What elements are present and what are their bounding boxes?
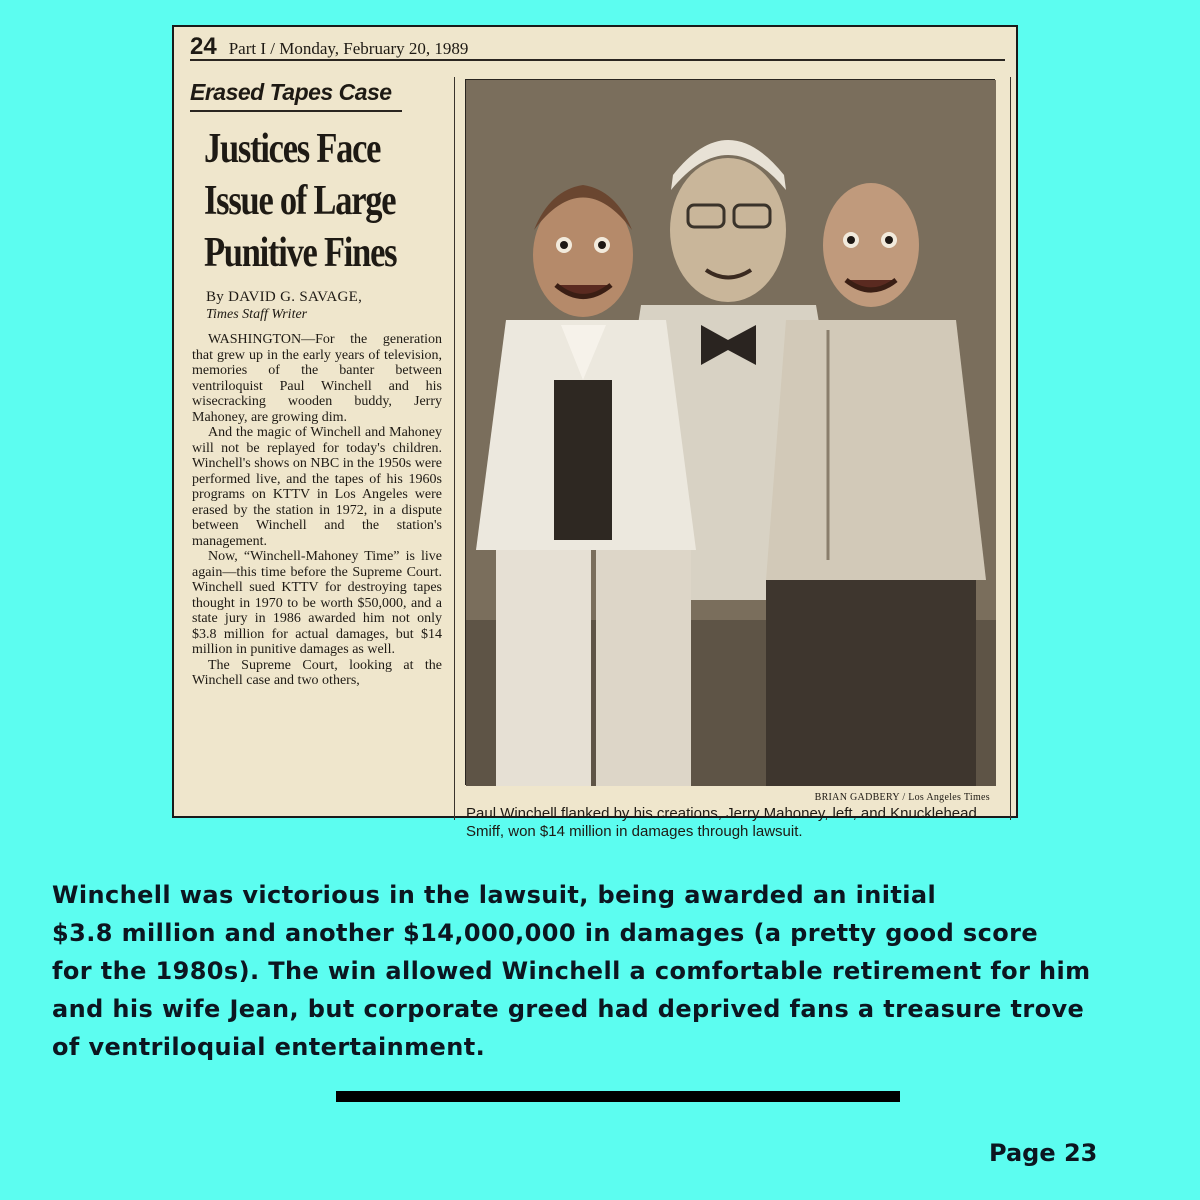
photo-caption: Paul Winchell flanked by his creations, Jerry Mahoney, left, and Knucklehead Smiff, won $14 million in damages through lawsuit. <box>466 805 977 840</box>
headline <box>204 123 419 279</box>
commentary-text <box>52 876 1192 1066</box>
article-body <box>192 332 442 689</box>
photo-illustration <box>466 80 996 786</box>
headline-line: Issue of Large <box>204 178 396 224</box>
dateline: Part I / Monday, February 20, 1989 <box>228 39 469 58</box>
photo-credit: BRIAN GADBERY / Los Angeles Times <box>814 792 990 803</box>
article-paragraph: Now, “Winchell-Mahoney Time” is live again—this time before the Supreme Court. Winchell sued KTTV for destroying tapes thought in 1970 to be worth $50,000, and a state jury in 1986 awarded him not only $3.8 million for actual damages, but $14 million in punitive damages as well. <box>192 549 442 657</box>
commentary-line: and his wife Jean, but corporate greed had deprived fans a treasure trove <box>52 995 1085 1023</box>
newspaper-page-number: 24 <box>190 33 217 60</box>
page-number: Page 23 <box>989 1139 1098 1167</box>
news-photo <box>465 79 995 785</box>
headline-line: Punitive Fines <box>204 230 397 276</box>
byline: By DAVID G. SAVAGE, <box>206 289 363 305</box>
byline-role: Times Staff Writer <box>206 307 308 322</box>
headline-line: Justices Face <box>204 126 381 172</box>
article-paragraph: And the magic of Winchell and Mahoney will not be replayed for today's children. Winchell's shows on NBC in the 1950s were performed live, and the tapes of his 1960s programs on KTTV in Los Angeles were erased by the station in 1972, in a dispute between Winchell and the station's management. <box>192 425 442 549</box>
kicker-rule <box>190 110 402 112</box>
commentary-line: of ventriloquial entertainment. <box>52 1033 486 1061</box>
article-paragraph: The Supreme Court, looking at the Winchell case and two others, <box>192 657 442 688</box>
commentary-line: for the 1980s). The win allowed Winchell a comfortable retirement for him <box>52 957 1091 985</box>
newspaper-clipping <box>172 25 1018 840</box>
commentary-line: $3.8 million and another $14,000,000 in damages (a pretty good score <box>52 919 1039 947</box>
article-paragraph: WASHINGTON—For the generation that grew up in the early years of television, memories of the banter between ventriloquist Paul Winchell and his wisecracking wooden buddy, Jerry Mahoney, are growing dim. <box>192 332 442 425</box>
kicker-label: Erased Tapes Case <box>190 79 392 105</box>
column-rule <box>454 77 455 820</box>
masthead <box>190 33 1005 61</box>
column-rule-right <box>1010 77 1011 820</box>
commentary-line: Winchell was victorious in the lawsuit, being awarded an initial <box>52 881 937 909</box>
divider-bar <box>336 1091 900 1102</box>
